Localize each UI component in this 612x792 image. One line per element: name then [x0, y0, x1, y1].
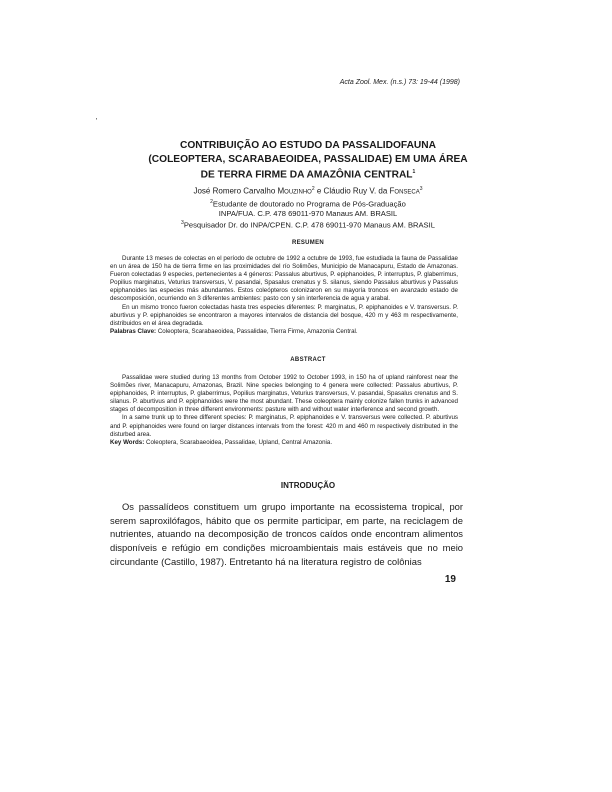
author2-last: Fonseca — [389, 186, 420, 196]
abstract-heading: ABSTRACT — [290, 357, 326, 363]
margin-mark: ' — [96, 118, 98, 125]
abstract-keywords-text: Coleoptera, Scarabaeoidea, Passalidae, Upland, Central Amazonia. — [144, 438, 333, 446]
resumen-keywords — [110, 328, 458, 336]
author1-note: 2 — [311, 186, 315, 192]
introducao-heading: INTRODUÇÃO — [280, 481, 336, 490]
author-line — [110, 186, 506, 196]
resumen-keywords-text: Coleoptera, Scarabaeoidea, Passalidae, Tierra Firme, Amazonia Central. — [156, 327, 358, 335]
abstract-keywords-label: Key Words: — [110, 438, 145, 446]
title-line-1: CONTRIBUIÇÃO AO ESTUDO DA PASSALIDOFAUNA — [179, 140, 436, 151]
title-footnote-marker: 1 — [412, 169, 416, 175]
resumen-keywords-label: Palabras Clave: — [110, 327, 157, 335]
affiliation-1-line-2: INPA/FUA. C.P. 478 69011-970 Manaus AM. BRASIL — [218, 209, 398, 219]
author1-first: José Romero Carvalho — [193, 186, 278, 196]
journal-citation: Acta Zool. Mex. (n.s.) 73: 19-44 (1998) — [339, 79, 460, 86]
abstract-paragraph-1: Passalidae were studied during 13 months from October 1992 to October 1993, in 150 ha of upland rainforest near the Solimões river, Manacapuru, Amazonas, Brazil. Nine species belonging to 4 genera were collected: Passalus aburtivus, P. epiphanoides, P. interruptus, P. glaberrimus, Popilius marginatus, Veturius transversus, V. pasandai, Spasalus crenatus and S. silanus. P. aburtivus and P. epiphanoides were the most abundant. These coleoptera mainly colonize fallen trunks in advanced stages of decomposition in three different environments: pasture with and without water interference and second growth. — [110, 374, 458, 414]
page-number: 19 — [444, 574, 456, 585]
introducao-body — [110, 500, 463, 569]
resumen-body — [110, 255, 458, 336]
resumen-paragraph-1: Durante 13 meses de colectas en el período de octubre de 1992 a octubre de 1993, fue estudiada la fauna de Passalidae en un área de 150 ha de tierra firme en las proximidades del río Solimões, Municipio de Manacapuru, Estado de Amazonas. Fueron colectadas 9 especies, pertenecientes a 4 géneros: Passalus aburtivus, P. epiphanoides, P. interruptus, P. glaberrimus, Popilius marginatus, Veturius transversus, V. pasandai, Spasalus crenatus y S. silanus, siendo Passalus aburtivus y Passalus epiphanoides las especies más abundantes. Estos coleópteros colonizaron en su mayoría troncos en avanzado estado de descomposición, ocurriendo en 3 diferentes ambientes: pasto con y sin interferencia de agua y arabal. — [110, 255, 458, 303]
affiliation-2-note: 3 — [181, 220, 184, 226]
affiliation-2-text: Pesquisador Dr. do INPA/CPEN. C.P. 478 69011-970 Manaus AM. BRASIL — [183, 220, 435, 230]
title-line-3-text: DE TERRA FIRME DA AMAZÔNIA CENTRAL — [200, 169, 413, 181]
affiliation-1-text-1: Estudante de doutorado no Programa de Pós-Graduação — [212, 199, 406, 209]
title-line-2: (COLEOPTERA, SCARABAEOIDEA, PASSALIDAE) EM UMA ÁREA — [148, 153, 468, 165]
introducao-paragraph-1: Os passalídeos constituem um grupo importante na ecossistema tropical, por serem saproxilófagos, hábito que os permite participar, em parte, na reciclagem de nutrientes, atuando na decomposição de troncos caídos onde encontram alimentos disponíveis e refúgio em condições microambientais mais estáveis que no meio circundante (Castillo, 1987). Entretanto há na literatura registro de colônias — [110, 501, 463, 567]
abstract-paragraph-2: In a same trunk up to three different species: P. marginatus, P. epiphanoides e V. transversus were collected. P. aburtivus and P. epiphanoides were found on larger distances intervals from the forest: 420 m and 460 m respectively distributed in the disturbed area. — [110, 414, 458, 438]
paper-title — [110, 139, 506, 182]
author-connector: e Cláudio Ruy V. da — [314, 186, 390, 196]
author2-note: 3 — [419, 186, 423, 192]
abstract-keywords — [110, 439, 458, 447]
resumen-heading: RESUMEN — [291, 240, 325, 246]
affiliation-1-line-1 — [110, 198, 506, 209]
affiliation-1 — [110, 198, 506, 219]
affiliation-1-note: 2 — [210, 199, 213, 205]
abstract-body — [110, 374, 458, 447]
title-line-3 — [110, 166, 506, 182]
resumen-paragraph-2: En un mismo tronco fueron colectadas hasta tres especies diferentes: P. marginatus, P. epiphanoides e V. transversus. P. aburtivus y P. epiphanoides se encontraron a mayores intervalos de distancia del bosque, 420 m y 463 m respectivamente, distribuidos en el área degradada. — [110, 303, 458, 327]
author1-last: Mouzinho — [277, 186, 312, 196]
affiliation-2 — [110, 219, 506, 230]
